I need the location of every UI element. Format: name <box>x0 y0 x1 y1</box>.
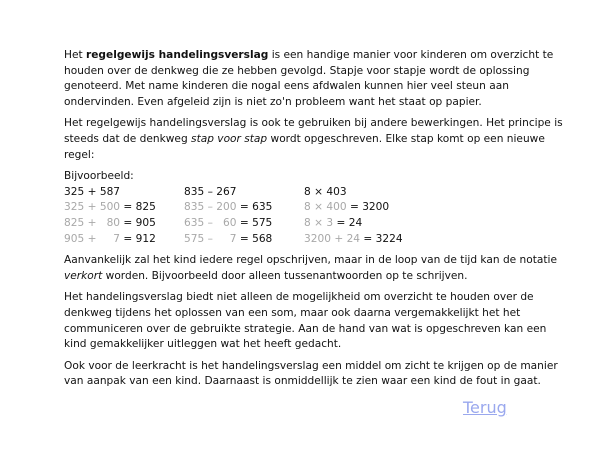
cell-step: 8 × 400 <box>304 201 347 214</box>
intro-paragraph <box>64 48 564 110</box>
example-row <box>64 200 564 216</box>
example-cell-addition <box>64 185 184 201</box>
example-row <box>64 216 564 232</box>
cell-step: 635 – 60 <box>184 216 237 229</box>
cell-result: = 825 <box>120 201 156 214</box>
example-cell-subtraction <box>184 185 304 201</box>
p1-bold-term: regelgewijs handelingsverslag <box>86 49 269 61</box>
cell-result: = 3224 <box>360 232 403 245</box>
p1-prefix: Het <box>64 49 87 61</box>
cell-result: 8 × 403 <box>304 185 347 198</box>
cell-step: 325 + 500 <box>64 201 121 214</box>
p2-italic-term: stap voor stap <box>191 132 268 145</box>
notation-paragraph <box>64 253 564 284</box>
examples-block <box>64 169 564 247</box>
cell-result: = 3200 <box>346 201 390 214</box>
example-cell-subtraction <box>184 200 304 216</box>
communication-paragraph: Het handelingsverslag biedt niet alleen de mogelijkheid om overzicht te houden over de denkweg tijdens het oplossen van een som, maar ook daarna vergemakkelijkt het het communiceren over de gebruikte strategie. Aan de hand van wat is opgeschreven kan een kind gemakkelijker uitleggen wat het heeft gedacht. <box>64 291 547 351</box>
cell-result: = 912 <box>120 232 156 245</box>
cell-result: = 568 <box>236 232 273 245</box>
cell-step: 8 × 3 <box>304 216 334 229</box>
cell-result: = 635 <box>236 201 273 214</box>
cell-step: 575 – 7 <box>184 232 237 245</box>
cell-result: = 24 <box>333 216 363 229</box>
p2-prefix: Het regelgewijs handelingsverslag is ook te gebruiken bij andere bewerkingen. Het principe is steeds dat de denkweg <box>64 117 563 145</box>
example-cell-addition <box>64 232 184 248</box>
example-cell-subtraction <box>184 216 304 232</box>
cell-step: 3200 + 24 <box>304 232 361 245</box>
p2-rest: wordt opgeschreven. Elke stap komt op een nieuwe regel: <box>64 132 545 161</box>
teacher-paragraph: Ook voor de leerkracht is het handelingsverslag een middel om zicht te krijgen op de manier van aanpak van een kind. Daarnaast is onmiddellijk te zien waar een kind de fout in gaat. <box>64 359 558 388</box>
cell-step: 825 + 80 <box>64 216 121 229</box>
cell-step: 905 + 7 <box>64 232 121 245</box>
document-body <box>64 48 564 396</box>
p3-italic-term: verkort <box>64 269 103 282</box>
example-cell-subtraction <box>184 232 304 248</box>
back-link[interactable]: Terug <box>463 398 507 417</box>
example-cell-multiplication <box>304 185 444 201</box>
principle-paragraph <box>64 116 564 163</box>
cell-result: = 575 <box>236 216 273 229</box>
p3-prefix: Aanvankelijk zal het kind iedere regel opschrijven, maar in de loop van de tijd kan de notatie <box>64 254 558 267</box>
p1-rest: is een handige manier voor kinderen om overzicht te houden over de denkweg die ze hebben gevolgd. Stapje voor stapje wordt de oplossing genoteerd. Met name kinderen die nogal eens afdwalen kunnen hier veel steun aan ondervinden. Even afgeleid zijn is niet zo'n probleem want het staat op papier. <box>64 49 554 108</box>
example-cell-multiplication <box>304 200 444 216</box>
cell-result: = 905 <box>120 216 156 229</box>
example-row <box>64 185 564 201</box>
cell-result: 835 – 267 <box>184 185 237 198</box>
cell-step: 835 – 200 <box>184 201 237 214</box>
p3-rest: worden. Bijvoorbeeld door alleen tussenantwoorden op te schrijven. <box>102 269 468 282</box>
example-cell-multiplication <box>304 216 444 232</box>
example-cell-multiplication <box>304 232 444 248</box>
example-cell-addition <box>64 200 184 216</box>
example-cell-addition <box>64 216 184 232</box>
example-row <box>64 232 564 248</box>
cell-result: 325 + 587 <box>64 185 121 198</box>
examples-heading: Bijvoorbeeld: <box>64 170 134 183</box>
